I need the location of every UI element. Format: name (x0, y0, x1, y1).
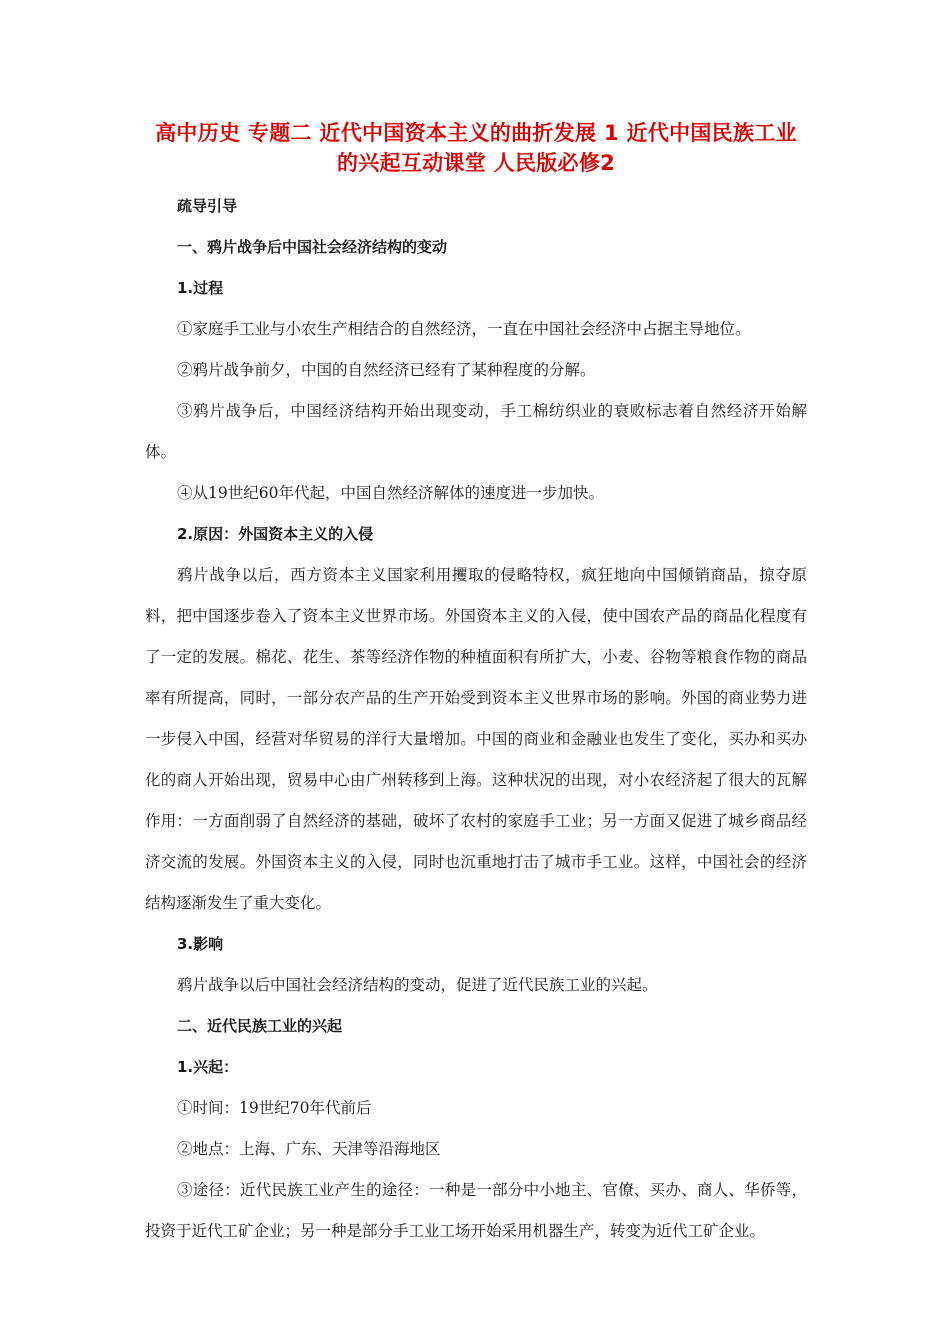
subheading-cause: 2.原因：外国资本主义的入侵 (177, 525, 374, 543)
paragraph: 鸦片战争以后中国社会经济结构的变动，促进了近代民族工业的兴起。 (177, 976, 658, 994)
paragraph: ③途径：近代民族工业产生的途径：一种是一部分中小地主、官僚、买办、商人、华侨等，投资于近代工矿企业；另一种是部分手工业工场开始采用机器生产，转变为近代工矿企业。 (145, 1181, 807, 1240)
paragraph: 鸦片战争以后，西方资本主义国家利用攫取的侵略特权，疯狂地向中国倾销商品，掠夺原料，把中国逐步卷入了资本主义世界市场。外国资本主义的入侵，使中国农产品的商品化程度有了一定的发展。棉花、花生、茶等经济作物的种植面积有所扩大，小麦、谷物等粮食作物的商品率有所提高，同时，一部分农产品的生产开始受到资本主义世界市场的影响。外国的商业势力进一步侵入中国，经营对华贸易的洋行大量增加。中国的商业和金融业也发生了变化，买办和买办化的商人开始出现，贸易中心由广州转移到上海。这种状况的出现，对小农经济起了很大的瓦解作用：一方面削弱了自然经济的基础，破坏了农村的家庭手工业；另一方面又促进了城乡商品经济交流的发展。外国资本主义的入侵，同时也沉重地打击了城市手工业。这样，中国社会的经济结构逐渐发生了重大变化。 (145, 566, 807, 912)
paragraph: ④从19世纪60年代起，中国自然经济解体的速度进一步加快。 (177, 484, 604, 502)
section-heading-1: 一、鸦片战争后中国社会经济结构的变动 (177, 238, 448, 256)
paragraph: ②鸦片战争前夕，中国的自然经济已经有了某种程度的分解。 (177, 361, 596, 379)
paragraph: ①时间：19世纪70年代前后 (177, 1099, 372, 1117)
document-title: 高中历史 专题二 近代中国资本主义的曲折发展 1 近代中国民族工业的兴起互动课堂 人民版必修2 (155, 121, 797, 175)
subheading-impact: 3.影响 (177, 935, 224, 953)
section-label-guidance: 疏导引导 (177, 197, 238, 215)
paragraph: ①家庭手工业与小农生产相结合的自然经济，一直在中国社会经济中占据主导地位。 (177, 320, 751, 338)
section-heading-2: 二、近代民族工业的兴起 (177, 1017, 343, 1035)
paragraph: ③鸦片战争后，中国经济结构开始出现变动，手工棉纺织业的衰败标志着自然经济开始解体。 (145, 402, 807, 461)
document-page (145, 118, 807, 1252)
subheading-rise: 1.兴起： (177, 1058, 239, 1076)
subheading-process: 1.过程 (177, 279, 224, 297)
paragraph: ②地点：上海、广东、天津等沿海地区 (177, 1140, 441, 1158)
